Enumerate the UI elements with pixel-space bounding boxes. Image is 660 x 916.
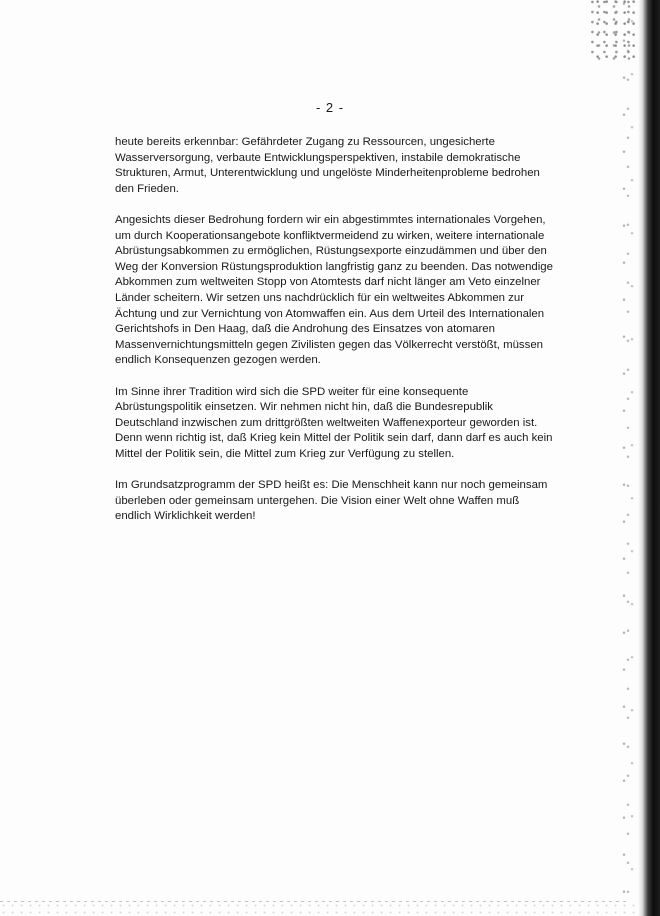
text-line: Deutschland inzwischen zum drittgrößten weltweiten Waffenexporteur geworden ist. xyxy=(115,416,538,429)
text-line: Im Sinne ihrer Tradition wird sich die SPD weiter für eine konsequente xyxy=(115,385,469,398)
text-line: Abrüstungspolitik einsetzen. Wir nehmen nicht hin, daß die Bundesrepublik xyxy=(115,401,493,414)
text-line: Gerichtshofs in Den Haag, daß die Androhung des Einsatzes von atomaren xyxy=(115,323,495,336)
text-line: endlich Wirklichkeit werden! xyxy=(115,510,256,523)
body-text xyxy=(115,135,555,540)
text-line: Angesichts dieser Bedrohung fordern wir ein abgestimmtes internationales Vorgehen, xyxy=(115,213,546,226)
text-line: überleben oder gemeinsam untergehen. Die Vision einer Welt ohne Waffen muß xyxy=(115,494,520,507)
text-line: Abkommen zum weltweiten Stopp von Atomtests darf nicht länger am Veto einzelner xyxy=(115,276,541,289)
text-line: um durch Kooperationsangebote konfliktvermeidend zu wirken, weitere internationale xyxy=(115,229,545,242)
text-line: Abrüstungsabkommen zu ermöglichen, Rüstungsexporte einzudämmen und über den xyxy=(115,245,547,258)
text-line: Mittel der Politik sein, die Mittel zum Krieg zur Verfügung zu stellen. xyxy=(115,447,455,460)
paragraph xyxy=(115,135,555,197)
paragraph xyxy=(115,213,555,369)
text-line: Wasserversorgung, verbaute Entwicklungsperspektiven, instabile demokratische xyxy=(115,151,521,164)
text-line: Länder scheitern. Wir setzen uns nachdrücklich für ein weltweites Abkommen zur xyxy=(115,291,524,304)
text-line: endlich Konsequenzen gezogen werden. xyxy=(115,354,321,367)
text-line: Im Grundsatzprogramm der SPD heißt es: Die Menschheit kann nur noch gemeinsam xyxy=(115,479,548,492)
paragraph xyxy=(115,385,555,463)
page-number: - 2 - xyxy=(315,100,345,115)
text-line: heute bereits erkennbar: Gefährdeter Zugang zu Ressourcen, ungesicherte xyxy=(115,136,495,148)
text-line: Weg der Konversion Rüstungsproduktion langfristig ganz zu beenden. Das notwendige xyxy=(115,260,553,273)
text-line: Denn wenn richtig ist, daß Krieg kein Mittel der Politik sein darf, dann darf es auch kein xyxy=(115,432,553,445)
scan-edge-speckle xyxy=(618,0,638,916)
scan-edge xyxy=(638,0,660,916)
paragraph xyxy=(115,478,555,525)
scan-bottom-specks xyxy=(0,902,640,916)
text-line: Ächtung und zur Vernichtung von Atomwaffen ein. Aus dem Urteil des Internationalen xyxy=(115,307,545,320)
text-line: Strukturen, Armut, Unterentwicklung und ungelöste Minderheitenprobleme bedrohen xyxy=(115,167,540,180)
text-line: den Frieden. xyxy=(115,182,179,195)
text-line: Massenvernichtungsmitteln gegen Zivilisten gegen das Völkerrecht verstößt, müssen xyxy=(115,338,543,351)
